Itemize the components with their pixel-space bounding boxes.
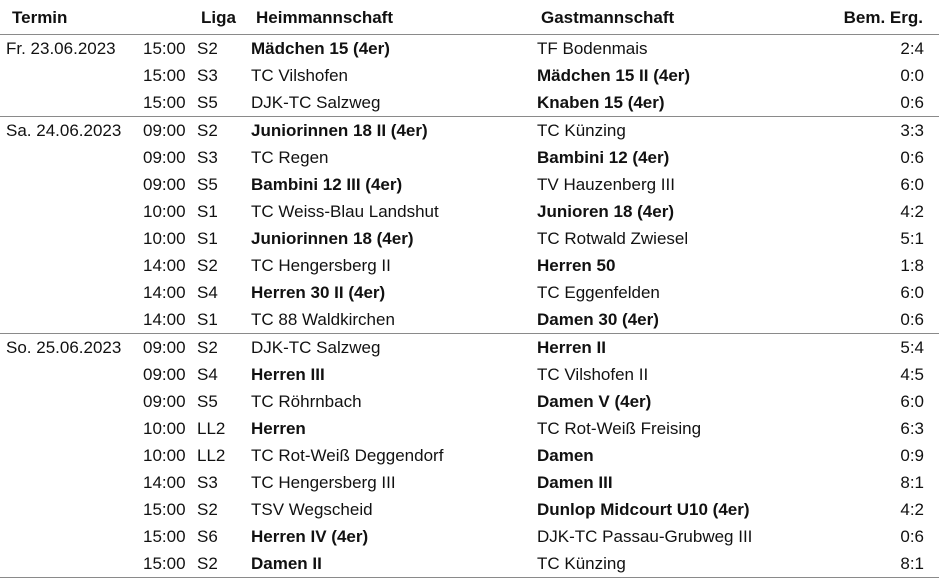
home-team: Bambini 12 III (4er) (251, 175, 403, 194)
table-row (0, 388, 939, 415)
match-date: So. 25.06.2023 (6, 338, 122, 357)
guest-team: Damen V (4er) (537, 392, 652, 411)
match-liga: S2 (197, 338, 218, 357)
match-liga: S6 (197, 527, 218, 546)
match-liga: S2 (197, 256, 218, 275)
guest-team: Mädchen 15 II (4er) (537, 66, 691, 85)
table-row (0, 306, 939, 334)
guest-team: Damen 30 (4er) (537, 310, 659, 329)
match-time: 10:00 (143, 229, 186, 248)
header-bem-erg: Bem. Erg. (843, 8, 923, 27)
match-liga: S3 (197, 148, 218, 167)
guest-team: Dunlop Midcourt U10 (4er) (537, 500, 750, 519)
table-row (0, 62, 939, 89)
home-team: Damen II (251, 554, 322, 573)
match-result: 0:9 (900, 446, 924, 465)
match-time: 10:00 (143, 202, 186, 221)
home-team: Mädchen 15 (4er) (251, 39, 390, 58)
match-result: 6:0 (900, 283, 924, 302)
table-row (0, 279, 939, 306)
home-team: TC Regen (251, 148, 329, 167)
match-result: 0:0 (900, 66, 924, 85)
guest-team: TF Bodenmais (537, 39, 648, 58)
match-liga: S3 (197, 473, 218, 492)
guest-team: Junioren 18 (4er) (537, 202, 674, 221)
guest-team: Herren 50 (537, 256, 616, 275)
match-time: 14:00 (143, 256, 186, 275)
home-team: TC Röhrnbach (251, 392, 362, 411)
match-result: 2:4 (900, 39, 924, 58)
home-team: Herren IV (4er) (251, 527, 369, 546)
match-result: 5:4 (900, 338, 924, 357)
match-result: 0:6 (900, 148, 924, 167)
home-team: DJK-TC Salzweg (251, 338, 381, 357)
home-team: Juniorinnen 18 (4er) (251, 229, 414, 248)
match-liga: S3 (197, 66, 218, 85)
guest-team: TC Rotwald Zwiesel (537, 229, 689, 248)
table-header (0, 0, 939, 35)
guest-team: Damen (537, 446, 594, 465)
match-table-body (0, 35, 939, 578)
match-result: 3:3 (900, 121, 924, 140)
home-team: DJK-TC Salzweg (251, 93, 381, 112)
match-time: 09:00 (143, 365, 186, 384)
home-team: TC Rot-Weiß Deggendorf (251, 446, 444, 465)
home-team: Herren III (251, 365, 325, 384)
match-liga: S5 (197, 93, 218, 112)
home-team: Herren 30 II (4er) (251, 283, 386, 302)
table-row (0, 117, 939, 144)
table-row (0, 252, 939, 279)
match-liga: S5 (197, 175, 218, 194)
match-liga: S2 (197, 554, 218, 573)
guest-team: TV Hauzenberg III (537, 175, 675, 194)
match-time: 09:00 (143, 175, 186, 194)
match-result: 0:6 (900, 93, 924, 112)
match-time: 14:00 (143, 283, 186, 302)
match-liga: S1 (197, 310, 218, 329)
match-liga: S1 (197, 229, 218, 248)
match-time: 14:00 (143, 473, 186, 492)
guest-team: Knaben 15 (4er) (537, 93, 665, 112)
match-liga: S1 (197, 202, 218, 221)
table-row (0, 198, 939, 225)
table-row (0, 361, 939, 388)
match-liga: LL2 (197, 419, 226, 438)
table-row (0, 469, 939, 496)
match-liga: S4 (197, 365, 218, 384)
match-time: 09:00 (143, 392, 186, 411)
table-row (0, 334, 939, 361)
match-date: Fr. 23.06.2023 (6, 39, 116, 58)
match-result: 4:2 (900, 500, 924, 519)
header-termin: Termin (12, 8, 68, 27)
match-result: 6:0 (900, 175, 924, 194)
header-gastmannschaft: Gastmannschaft (541, 8, 675, 27)
guest-team: Bambini 12 (4er) (537, 148, 670, 167)
table-row (0, 523, 939, 550)
match-time: 10:00 (143, 419, 186, 438)
match-time: 09:00 (143, 148, 186, 167)
match-result: 5:1 (900, 229, 924, 248)
header-heimmannschaft: Heimmannschaft (256, 8, 393, 27)
match-time: 15:00 (143, 66, 186, 85)
guest-team: TC Rot-Weiß Freising (537, 419, 702, 438)
table-row (0, 550, 939, 578)
home-team: Juniorinnen 18 II (4er) (251, 121, 428, 140)
match-result: 0:6 (900, 527, 924, 546)
match-time: 14:00 (143, 310, 186, 329)
table-row (0, 89, 939, 117)
match-time: 09:00 (143, 121, 186, 140)
match-liga: S2 (197, 39, 218, 58)
home-team: TC 88 Waldkirchen (251, 310, 395, 329)
table-row (0, 35, 939, 62)
home-team: TC Vilshofen (251, 66, 349, 85)
guest-team: TC Künzing (537, 554, 626, 573)
match-liga: LL2 (197, 446, 226, 465)
match-result: 4:5 (900, 365, 924, 384)
match-time: 15:00 (143, 554, 186, 573)
table-row (0, 225, 939, 252)
guest-team: TC Eggenfelden (537, 283, 660, 302)
header-liga: Liga (201, 8, 236, 27)
table-row (0, 171, 939, 198)
guest-team: Damen III (537, 473, 613, 492)
guest-team: Herren II (537, 338, 606, 357)
match-time: 10:00 (143, 446, 186, 465)
home-team: TC Hengersberg III (251, 473, 396, 492)
match-result: 4:2 (900, 202, 924, 221)
match-time: 09:00 (143, 338, 186, 357)
match-liga: S5 (197, 392, 218, 411)
table-row (0, 144, 939, 171)
match-time: 15:00 (143, 39, 186, 58)
match-result: 1:8 (900, 256, 924, 275)
match-time: 15:00 (143, 500, 186, 519)
home-team: TC Hengersberg II (251, 256, 391, 275)
match-time: 15:00 (143, 527, 186, 546)
match-liga: S2 (197, 121, 218, 140)
match-result: 6:3 (900, 419, 924, 438)
table-row (0, 442, 939, 469)
home-team: Herren (251, 419, 306, 438)
match-result: 8:1 (900, 554, 924, 573)
guest-team: TC Vilshofen II (537, 365, 649, 384)
match-liga: S2 (197, 500, 218, 519)
table-row (0, 415, 939, 442)
match-date: Sa. 24.06.2023 (6, 121, 122, 140)
home-team: TC Weiss-Blau Landshut (251, 202, 439, 221)
home-team: TSV Wegscheid (251, 500, 373, 519)
match-liga: S4 (197, 283, 218, 302)
match-time: 15:00 (143, 93, 186, 112)
match-result: 6:0 (900, 392, 924, 411)
match-result: 0:6 (900, 310, 924, 329)
guest-team: DJK-TC Passau-Grubweg III (537, 527, 753, 546)
table-row (0, 496, 939, 523)
match-result: 8:1 (900, 473, 924, 492)
guest-team: TC Künzing (537, 121, 626, 140)
